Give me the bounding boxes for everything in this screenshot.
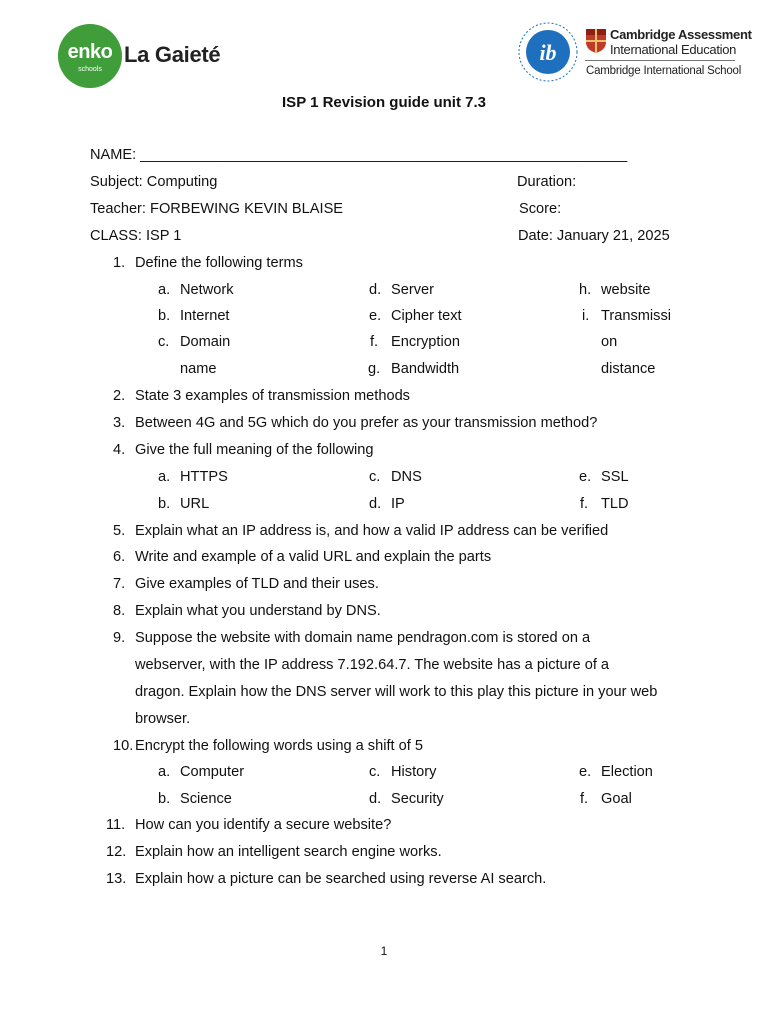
question-text: Encrypt the following words using a shift of 5 — [135, 738, 423, 754]
question-text: Explain what you understand by DNS. — [135, 603, 381, 619]
question-number: 2. — [113, 388, 126, 404]
cambridge-line2: International Education — [610, 42, 737, 57]
cambridge-crest-icon — [585, 28, 607, 54]
question-number: 11. — [106, 817, 126, 833]
item-text: distance — [601, 361, 656, 377]
item-letter: a. — [158, 282, 171, 298]
question-text: Give examples of TLD and their uses. — [135, 576, 379, 592]
enko-logo — [58, 24, 122, 88]
question-number: 6. — [113, 549, 126, 565]
item-letter: f. — [370, 334, 379, 350]
svg-text:ib: ib — [539, 40, 557, 65]
item-text: Cipher text — [391, 308, 462, 324]
cambridge-line1: Cambridge Assessment — [610, 27, 752, 42]
question-number: 4. — [113, 442, 126, 458]
item-letter: b. — [158, 496, 171, 512]
item-text: Domain — [180, 334, 231, 350]
subject-field: Subject: Computing — [90, 174, 218, 190]
item-letter: e. — [579, 764, 592, 780]
item-text: Transmissi — [601, 308, 671, 324]
duration-field: Duration: — [517, 174, 577, 190]
item-letter: c. — [369, 764, 381, 780]
question-text: Define the following terms — [135, 255, 303, 271]
item-letter: g. — [368, 361, 381, 377]
cambridge-divider — [585, 60, 735, 61]
ib-logo-icon — [518, 22, 578, 82]
item-text: website — [601, 282, 651, 298]
question-text: Give the full meaning of the following — [135, 442, 374, 458]
item-letter: d. — [369, 496, 382, 512]
item-text: Security — [391, 791, 444, 807]
item-text: Server — [391, 282, 434, 298]
item-letter: a. — [158, 469, 171, 485]
item-letter: f. — [580, 791, 589, 807]
question-number: 13. — [106, 871, 127, 887]
question-text: Between 4G and 5G which do you prefer as your transmission method? — [135, 415, 598, 431]
item-text: name — [180, 361, 217, 377]
item-text: History — [391, 764, 437, 780]
item-text: Encryption — [391, 334, 460, 350]
item-letter: h. — [579, 282, 592, 298]
question-text-line: webserver, with the IP address 7.192.64.7. The website has a picture of a — [135, 657, 610, 673]
item-letter: c. — [158, 334, 170, 350]
item-text: Science — [180, 791, 232, 807]
item-text: on — [601, 334, 618, 350]
item-text: Election — [601, 764, 653, 780]
item-text: HTTPS — [180, 469, 228, 485]
teacher-field: Teacher: FORBEWING KEVIN BLAISE — [90, 201, 344, 217]
enko-logo-word: enko — [67, 41, 113, 63]
question-text: Explain how an intelligent search engine works. — [135, 844, 442, 860]
question-number: 12. — [106, 844, 127, 860]
item-letter: d. — [369, 791, 382, 807]
date-field: Date: January 21, 2025 — [518, 228, 670, 244]
question-number: 1. — [113, 255, 126, 271]
item-letter: b. — [158, 308, 171, 324]
question-text: Explain what an IP address is, and how a valid IP address can be verified — [135, 523, 609, 539]
score-field: Score: — [519, 201, 562, 217]
item-letter: f. — [580, 496, 589, 512]
item-text: TLD — [601, 496, 629, 512]
item-letter: e. — [579, 469, 592, 485]
item-text: Network — [180, 282, 234, 298]
enko-logo-sub: schools — [78, 66, 102, 73]
document-title: ISP 1 Revision guide unit 7.3 — [282, 94, 486, 111]
item-text: IP — [391, 496, 405, 512]
question-number: 9. — [113, 630, 126, 646]
question-text-line: browser. — [135, 711, 191, 727]
question-number: 7. — [113, 576, 126, 592]
item-letter: d. — [369, 282, 382, 298]
item-letter: c. — [369, 469, 381, 485]
item-text: Internet — [180, 308, 230, 324]
question-text: State 3 examples of transmission methods — [135, 388, 410, 404]
question-text: How can you identify a secure website? — [135, 817, 392, 833]
name-field: NAME: ____________________________________________________________ — [90, 147, 628, 163]
item-letter: a. — [158, 764, 171, 780]
item-text: DNS — [391, 469, 422, 485]
item-letter: e. — [369, 308, 382, 324]
item-text: Bandwidth — [391, 361, 460, 377]
question-text: Write and example of a valid URL and explain the parts — [135, 549, 492, 565]
question-number: 8. — [113, 603, 126, 619]
question-text-line: dragon. Explain how the DNS server will work to this play this picture in your web — [135, 684, 658, 700]
item-text: Computer — [180, 764, 245, 780]
school-name: La Gaieté — [124, 42, 221, 67]
question-text: Explain how a picture can be searched using reverse AI search. — [135, 871, 547, 887]
question-number: 10. — [113, 738, 134, 754]
page-number: 1 — [380, 944, 388, 958]
question-number: 5. — [113, 523, 126, 539]
class-field: CLASS: ISP 1 — [90, 228, 182, 244]
item-text: URL — [180, 496, 210, 512]
question-number: 3. — [113, 415, 126, 431]
item-letter: i. — [582, 308, 590, 324]
item-text: SSL — [601, 469, 629, 485]
cambridge-line3: Cambridge International School — [586, 65, 742, 77]
question-text-line: Suppose the website with domain name pendragon.com is stored on a — [135, 630, 591, 646]
item-letter: b. — [158, 791, 171, 807]
item-text: Goal — [601, 791, 632, 807]
